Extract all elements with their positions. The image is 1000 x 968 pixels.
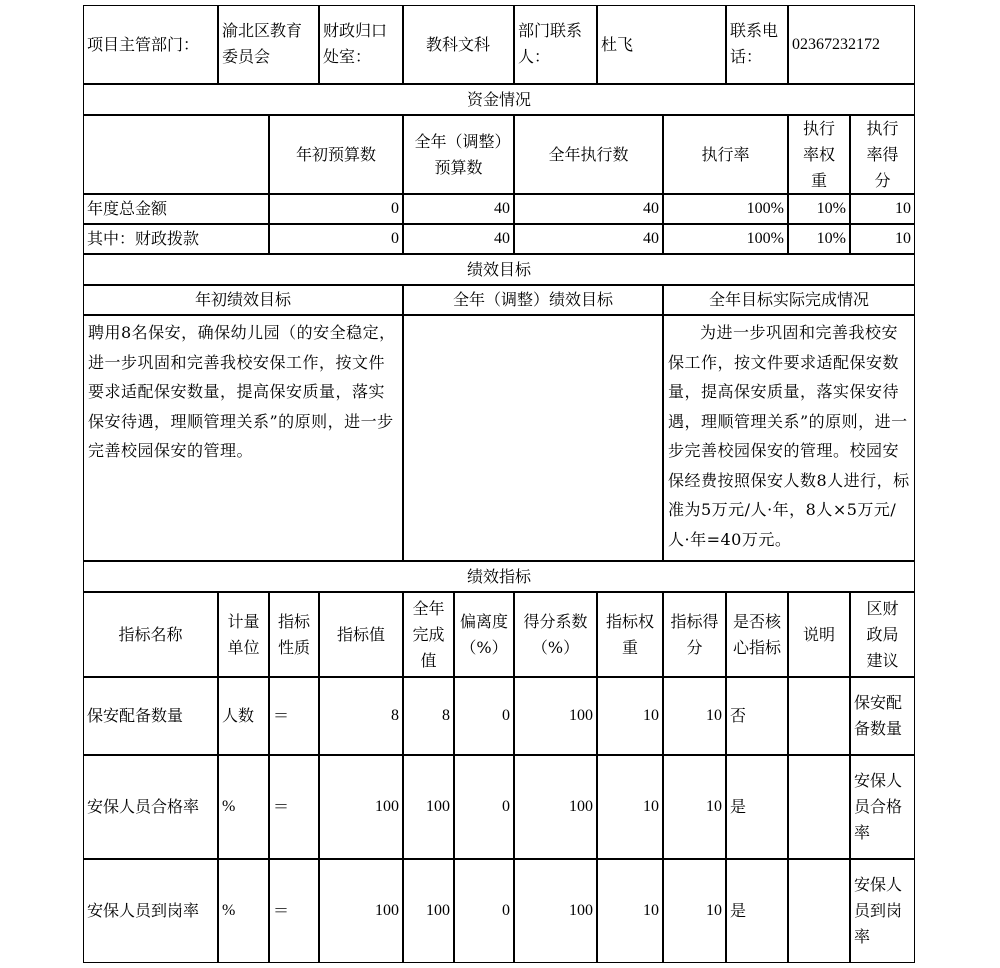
ind-row-done: 100 xyxy=(403,859,454,963)
ind-row-core: 是 xyxy=(726,755,788,859)
funds-row-exec-rate: 100% xyxy=(663,194,788,224)
ind-row-coef: 100 xyxy=(514,859,597,963)
ind-row-unit: 人数 xyxy=(218,677,269,755)
ind-row-coef: 100 xyxy=(514,677,597,755)
ind-header-note: 说明 xyxy=(788,592,850,677)
ind-row-score: 10 xyxy=(663,859,726,963)
ind-row-done: 8 xyxy=(403,677,454,755)
ind-row-unit: % xyxy=(218,859,269,963)
ind-row-deviation: 0 xyxy=(454,677,514,755)
contact-value: 杜飞 xyxy=(597,5,726,84)
ind-row-deviation: 0 xyxy=(454,755,514,859)
ind-row-core: 是 xyxy=(726,859,788,963)
ind-header-weight: 指标权重 xyxy=(597,592,663,677)
funds-header-rate-score: 执行率得分 xyxy=(850,115,915,194)
funds-row-adjusted: 40 xyxy=(403,224,514,254)
goals-adjusted-text xyxy=(403,315,663,561)
funds-row-initial: 0 xyxy=(269,224,403,254)
ind-row-value: 100 xyxy=(319,755,403,859)
ind-row-note xyxy=(788,677,850,755)
funds-header-blank xyxy=(83,115,269,194)
funds-row-adjusted: 40 xyxy=(403,194,514,224)
goals-actual-text: 为进一步巩固和完善我校安保工作，按文件要求适配保安数量，提高保安质量，落实保安待遇，理顺管理关系”的原则，进一步完善校园保安的管理。校园安保经费按照保安人数8人进行，标准为5万元/人·年，8人×5万元/人·年=40万元。 xyxy=(663,315,915,561)
funds-row-executed: 40 xyxy=(514,194,663,224)
ind-row-note xyxy=(788,755,850,859)
goals-col-initial: 年初绩效目标 xyxy=(83,285,403,315)
ind-row-weight: 10 xyxy=(597,677,663,755)
ind-row-advice: 安保人员到岗率 xyxy=(850,859,915,963)
funds-row-executed: 40 xyxy=(514,224,663,254)
ind-row-nature: ＝ xyxy=(269,859,319,963)
indicators-section-title: 绩效指标 xyxy=(83,561,915,592)
goals-col-actual: 全年目标实际完成情况 xyxy=(663,285,915,315)
funds-row-exec-rate: 100% xyxy=(663,224,788,254)
ind-header-coef: 得分系数（%） xyxy=(514,592,597,677)
ind-header-value: 指标值 xyxy=(319,592,403,677)
funds-header-executed: 全年执行数 xyxy=(514,115,663,194)
ind-row-coef: 100 xyxy=(514,755,597,859)
goals-section-title: 绩效目标 xyxy=(83,254,915,285)
funds-header-adjusted-budget: 全年（调整）预算数 xyxy=(403,115,514,194)
ind-row-nature: ＝ xyxy=(269,677,319,755)
funds-row-initial: 0 xyxy=(269,194,403,224)
funds-row-label: 其中：财政拨款 xyxy=(83,224,269,254)
ind-row-score: 10 xyxy=(663,677,726,755)
ind-header-unit: 计量单位 xyxy=(218,592,269,677)
funds-header-rate-weight: 执行率权重 xyxy=(788,115,850,194)
ind-header-deviation: 偏离度（%） xyxy=(454,592,514,677)
ind-row-value: 8 xyxy=(319,677,403,755)
funds-header-initial-budget: 年初预算数 xyxy=(269,115,403,194)
ind-row-advice: 保安配备数量 xyxy=(850,677,915,755)
contact-label: 部门联系人： xyxy=(514,5,597,84)
funds-row-rate-weight: 10% xyxy=(788,194,850,224)
ind-row-advice: 安保人员合格率 xyxy=(850,755,915,859)
ind-row-weight: 10 xyxy=(597,755,663,859)
ind-row-name: 保安配备数量 xyxy=(83,677,218,755)
phone-value: 02367232172 xyxy=(788,5,915,84)
finance-label: 财政归口处室： xyxy=(319,5,403,84)
ind-row-name: 安保人员到岗率 xyxy=(83,859,218,963)
funds-row-rate-score: 10 xyxy=(850,194,915,224)
ind-row-deviation: 0 xyxy=(454,859,514,963)
dept-label: 项目主管部门： xyxy=(83,5,218,84)
ind-header-name: 指标名称 xyxy=(83,592,218,677)
funds-header-exec-rate: 执行率 xyxy=(663,115,788,194)
funds-row-rate-weight: 10% xyxy=(788,224,850,254)
ind-row-weight: 10 xyxy=(597,859,663,963)
ind-row-nature: ＝ xyxy=(269,755,319,859)
ind-row-note xyxy=(788,859,850,963)
funds-section-title: 资金情况 xyxy=(83,84,915,115)
ind-row-done: 100 xyxy=(403,755,454,859)
ind-row-score: 10 xyxy=(663,755,726,859)
goals-col-adjusted: 全年（调整）绩效目标 xyxy=(403,285,663,315)
ind-header-score: 指标得分 xyxy=(663,592,726,677)
ind-header-done: 全年完成值 xyxy=(403,592,454,677)
finance-value: 教科文科 xyxy=(403,5,514,84)
ind-row-name: 安保人员合格率 xyxy=(83,755,218,859)
funds-row-rate-score: 10 xyxy=(850,224,915,254)
ind-header-advice: 区财政局建议 xyxy=(850,592,915,677)
ind-row-value: 100 xyxy=(319,859,403,963)
funds-row-label: 年度总金额 xyxy=(83,194,269,224)
ind-header-core: 是否核心指标 xyxy=(726,592,788,677)
dept-value: 渝北区教育委员会 xyxy=(218,5,319,84)
ind-row-core: 否 xyxy=(726,677,788,755)
phone-label: 联系电话： xyxy=(726,5,788,84)
goals-initial-text: 聘用8名保安，确保幼儿园（的安全稳定，进一步巩固和完善我校安保工作，按文件要求适配保安数量，提高保安质量，落实保安待遇，理顺管理关系”的原则，进一步完善校园保安的管理。 xyxy=(83,315,403,561)
ind-header-nature: 指标性质 xyxy=(269,592,319,677)
ind-row-unit: % xyxy=(218,755,269,859)
